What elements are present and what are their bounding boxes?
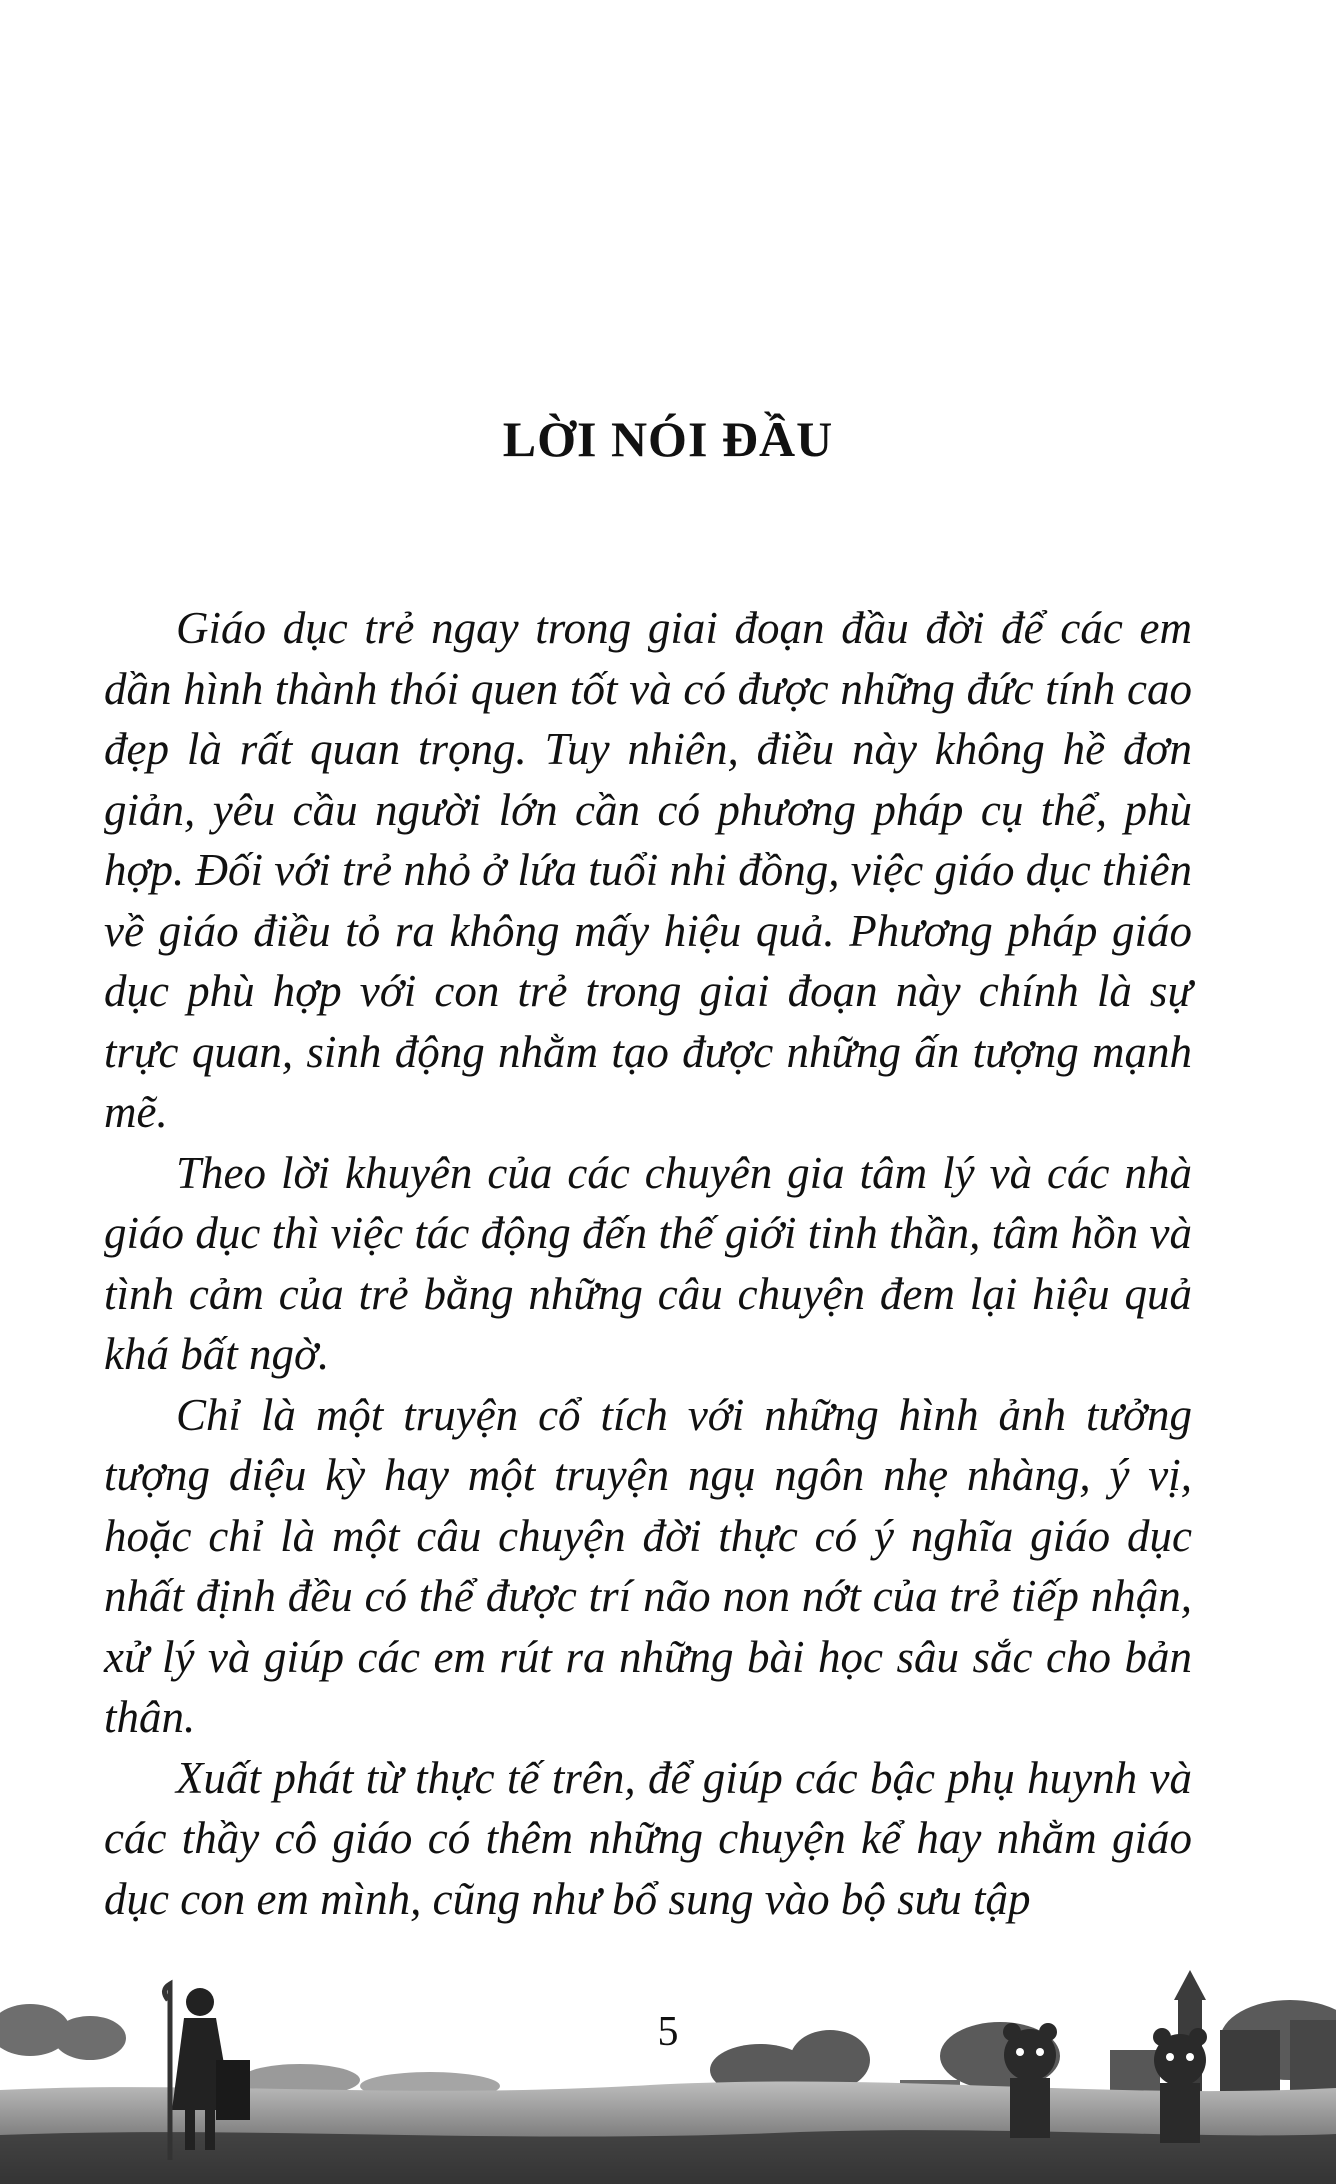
body-text bbox=[104, 598, 1192, 1929]
paragraph: Giáo dục trẻ ngay trong giai đoạn đầu đời để các em dần hình thành thói quen tốt và có được những đức tính cao đẹp là rất quan trọng. Tuy nhiên, điều này không hề đơn giản, yêu cầu người lớn cần có phương pháp cụ thể, phù hợp. Đối với trẻ nhỏ ở lứa tuổi nhi đồng, việc giáo dục thiên về giáo điều tỏ ra không mấy hiệu quả. Phương pháp giáo dục phù hợp với con trẻ trong giai đoạn này chính là sự trực quan, sinh động nhằm tạo được những ấn tượng mạnh mẽ. bbox=[104, 603, 1192, 1137]
page-title: LỜI NÓI ĐẦU bbox=[502, 411, 834, 467]
page-number: 5 bbox=[657, 2009, 679, 2055]
paragraph: Xuất phát từ thực tế trên, để giúp các bậc phụ huynh và các thầy cô giáo có thêm những chuyện kể hay nhằm giáo dục con em mình, cũng như bổ sung vào bộ sưu tập bbox=[104, 1752, 1192, 1924]
paragraph: Chỉ là một truyện cổ tích với những hình ảnh tưởng tượng diệu kỳ hay một truyện ngụ ngôn nhẹ nhàng, ý vị, hoặc chỉ là một câu chuyện đời thực có ý nghĩa giáo dục nhất định đều có thể được trí não non nớt của trẻ tiếp nhận, xử lý và giúp các em rút ra những bài học sâu sắc cho bản thân. bbox=[104, 1389, 1192, 1742]
paragraph: Theo lời khuyên của các chuyên gia tâm lý và các nhà giáo dục thì việc tác động đến thế giới tinh thần, tâm hồn và tình cảm của trẻ bằng những câu chuyện đem lại hiệu quả khá bất ngờ. bbox=[104, 1147, 1192, 1379]
footer-illustration bbox=[0, 1960, 1336, 2184]
